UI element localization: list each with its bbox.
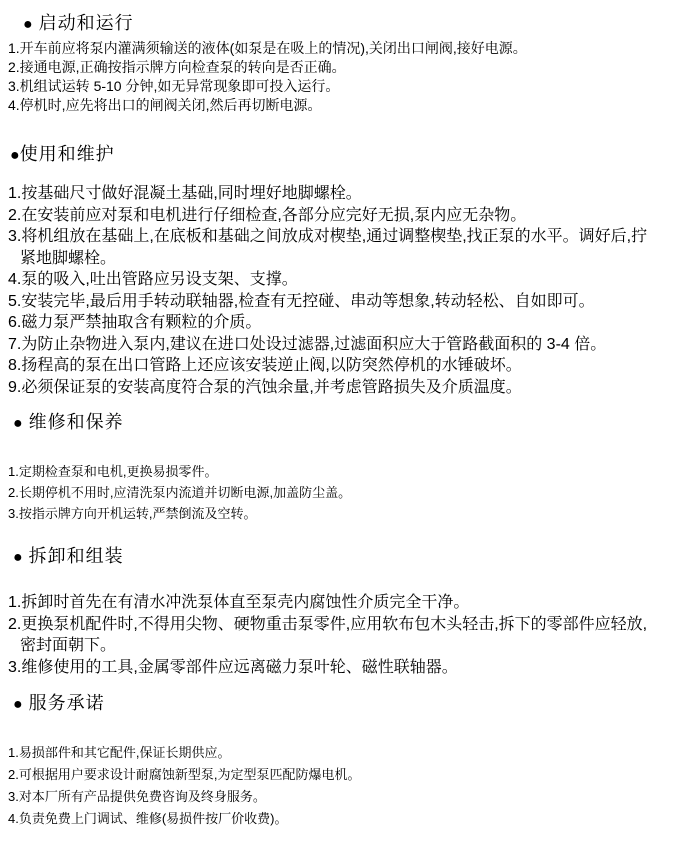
section-title: 服务承诺 <box>22 693 105 713</box>
list-item: 1.开车前应将泵内灌满须输送的液体(如泵是在吸上的情况),关闭出口闸阀,接好电源。 <box>8 40 527 56</box>
section-title: 使用和维护 <box>19 144 115 164</box>
section-service <box>8 692 670 830</box>
list-item: 9.必须保证泵的安装高度符合泵的汽蚀余量,并考虑管路损失及介质温度。 <box>8 378 522 396</box>
bullet-icon: ● <box>23 16 33 33</box>
section-maintenance-items <box>8 461 648 524</box>
list-item: 2.长期停机不用时,应清洗泵内流道并切断电源,加盖防尘盖。 <box>8 485 352 500</box>
section-service-items <box>8 742 648 830</box>
section-title: 维修和保养 <box>22 412 124 432</box>
list-item: 3.机组试运转 5-10 分钟,如无异常现象即可投入运行。 <box>8 78 340 94</box>
list-item: 8.扬程高的泵在出口管路上还应该安装逆止阀,以防突然停机的水锤破坏。 <box>8 357 522 374</box>
list-item: 1.定期检查泵和电机,更换易损零件。 <box>8 464 218 479</box>
list-item: 5.安装完毕,最后用手转动联轴器,检查有无控碰、串动等想象,转动轻松、自如即可。 <box>8 292 595 310</box>
list-item: 2.在安装前应对泵和电机进行仔细检查,各部分应完好无损,泵内应无杂物。 <box>8 206 527 224</box>
section-maintenance <box>8 411 670 524</box>
list-item: 3.将机组放在基础上,在底板和基础之间放成对楔垫,通过调整楔垫,找正泵的水平。调好后,拧紧地脚螺栓。 <box>8 228 648 267</box>
list-item: 4.停机时,应先将出口的闸阀关闭,然后再切断电源。 <box>8 97 322 113</box>
section-usage-heading <box>8 143 670 167</box>
bullet-icon: ● <box>10 147 20 164</box>
section-title: 启动和运行 <box>32 13 134 33</box>
list-item: 4.负责免费上门调试、维修(易损件按厂价收费)。 <box>8 811 288 826</box>
list-item: 1.拆卸时首先在有清水冲洗泵体直至泵壳内腐蚀性介质完全干净。 <box>8 594 470 611</box>
bullet-icon: ● <box>13 696 23 713</box>
bullet-icon: ● <box>13 415 23 432</box>
bullet-icon: ● <box>13 549 23 566</box>
list-item: 7.为防止杂物进入泵内,建议在进口处设过滤器,过滤面积应大于管路截面积的 3-4 倍。 <box>8 335 607 353</box>
list-item: 4.泵的吸入,吐出管路应另设支架、支撑。 <box>8 271 298 288</box>
section-startup <box>8 12 670 115</box>
list-item: 2.接通电源,正确按指示牌方向检查泵的转向是否正确。 <box>8 59 346 75</box>
list-item: 2.可根据用户要求设计耐腐蚀新型泵,为定型泵匹配防爆电机。 <box>8 767 361 782</box>
list-item: 1.按基础尺寸做好混凝土基础,同时埋好地脚螺栓。 <box>8 185 362 202</box>
list-item: 2.更换泵机配件时,不得用尖物、硬物重击泵零件,应用软布包木头轻击,拆下的零部件应轻放,密封面朝下。 <box>8 615 648 654</box>
list-item: 3.按指示牌方向开机运转,严禁倒流及空转。 <box>8 506 257 521</box>
list-item: 3.对本厂所有产品提供免费咨询及终身服务。 <box>8 789 266 804</box>
section-usage <box>8 143 670 398</box>
section-maintenance-heading <box>8 411 670 435</box>
section-startup-items <box>8 39 648 115</box>
list-item: 3.维修使用的工具,金属零部件应远离磁力泵叶轮、磁性联轴器。 <box>8 658 458 676</box>
section-service-heading <box>8 692 670 716</box>
section-startup-heading <box>8 12 670 36</box>
list-item: 6.磁力泵严禁抽取含有颗粒的介质。 <box>8 314 262 331</box>
section-disassembly-heading <box>8 545 670 569</box>
list-item: 1.易损部件和其它配件,保证长期供应。 <box>8 745 231 760</box>
section-disassembly <box>8 545 670 678</box>
section-disassembly-items <box>8 592 648 678</box>
section-title: 拆卸和组装 <box>22 546 124 566</box>
section-usage-items <box>8 183 648 398</box>
